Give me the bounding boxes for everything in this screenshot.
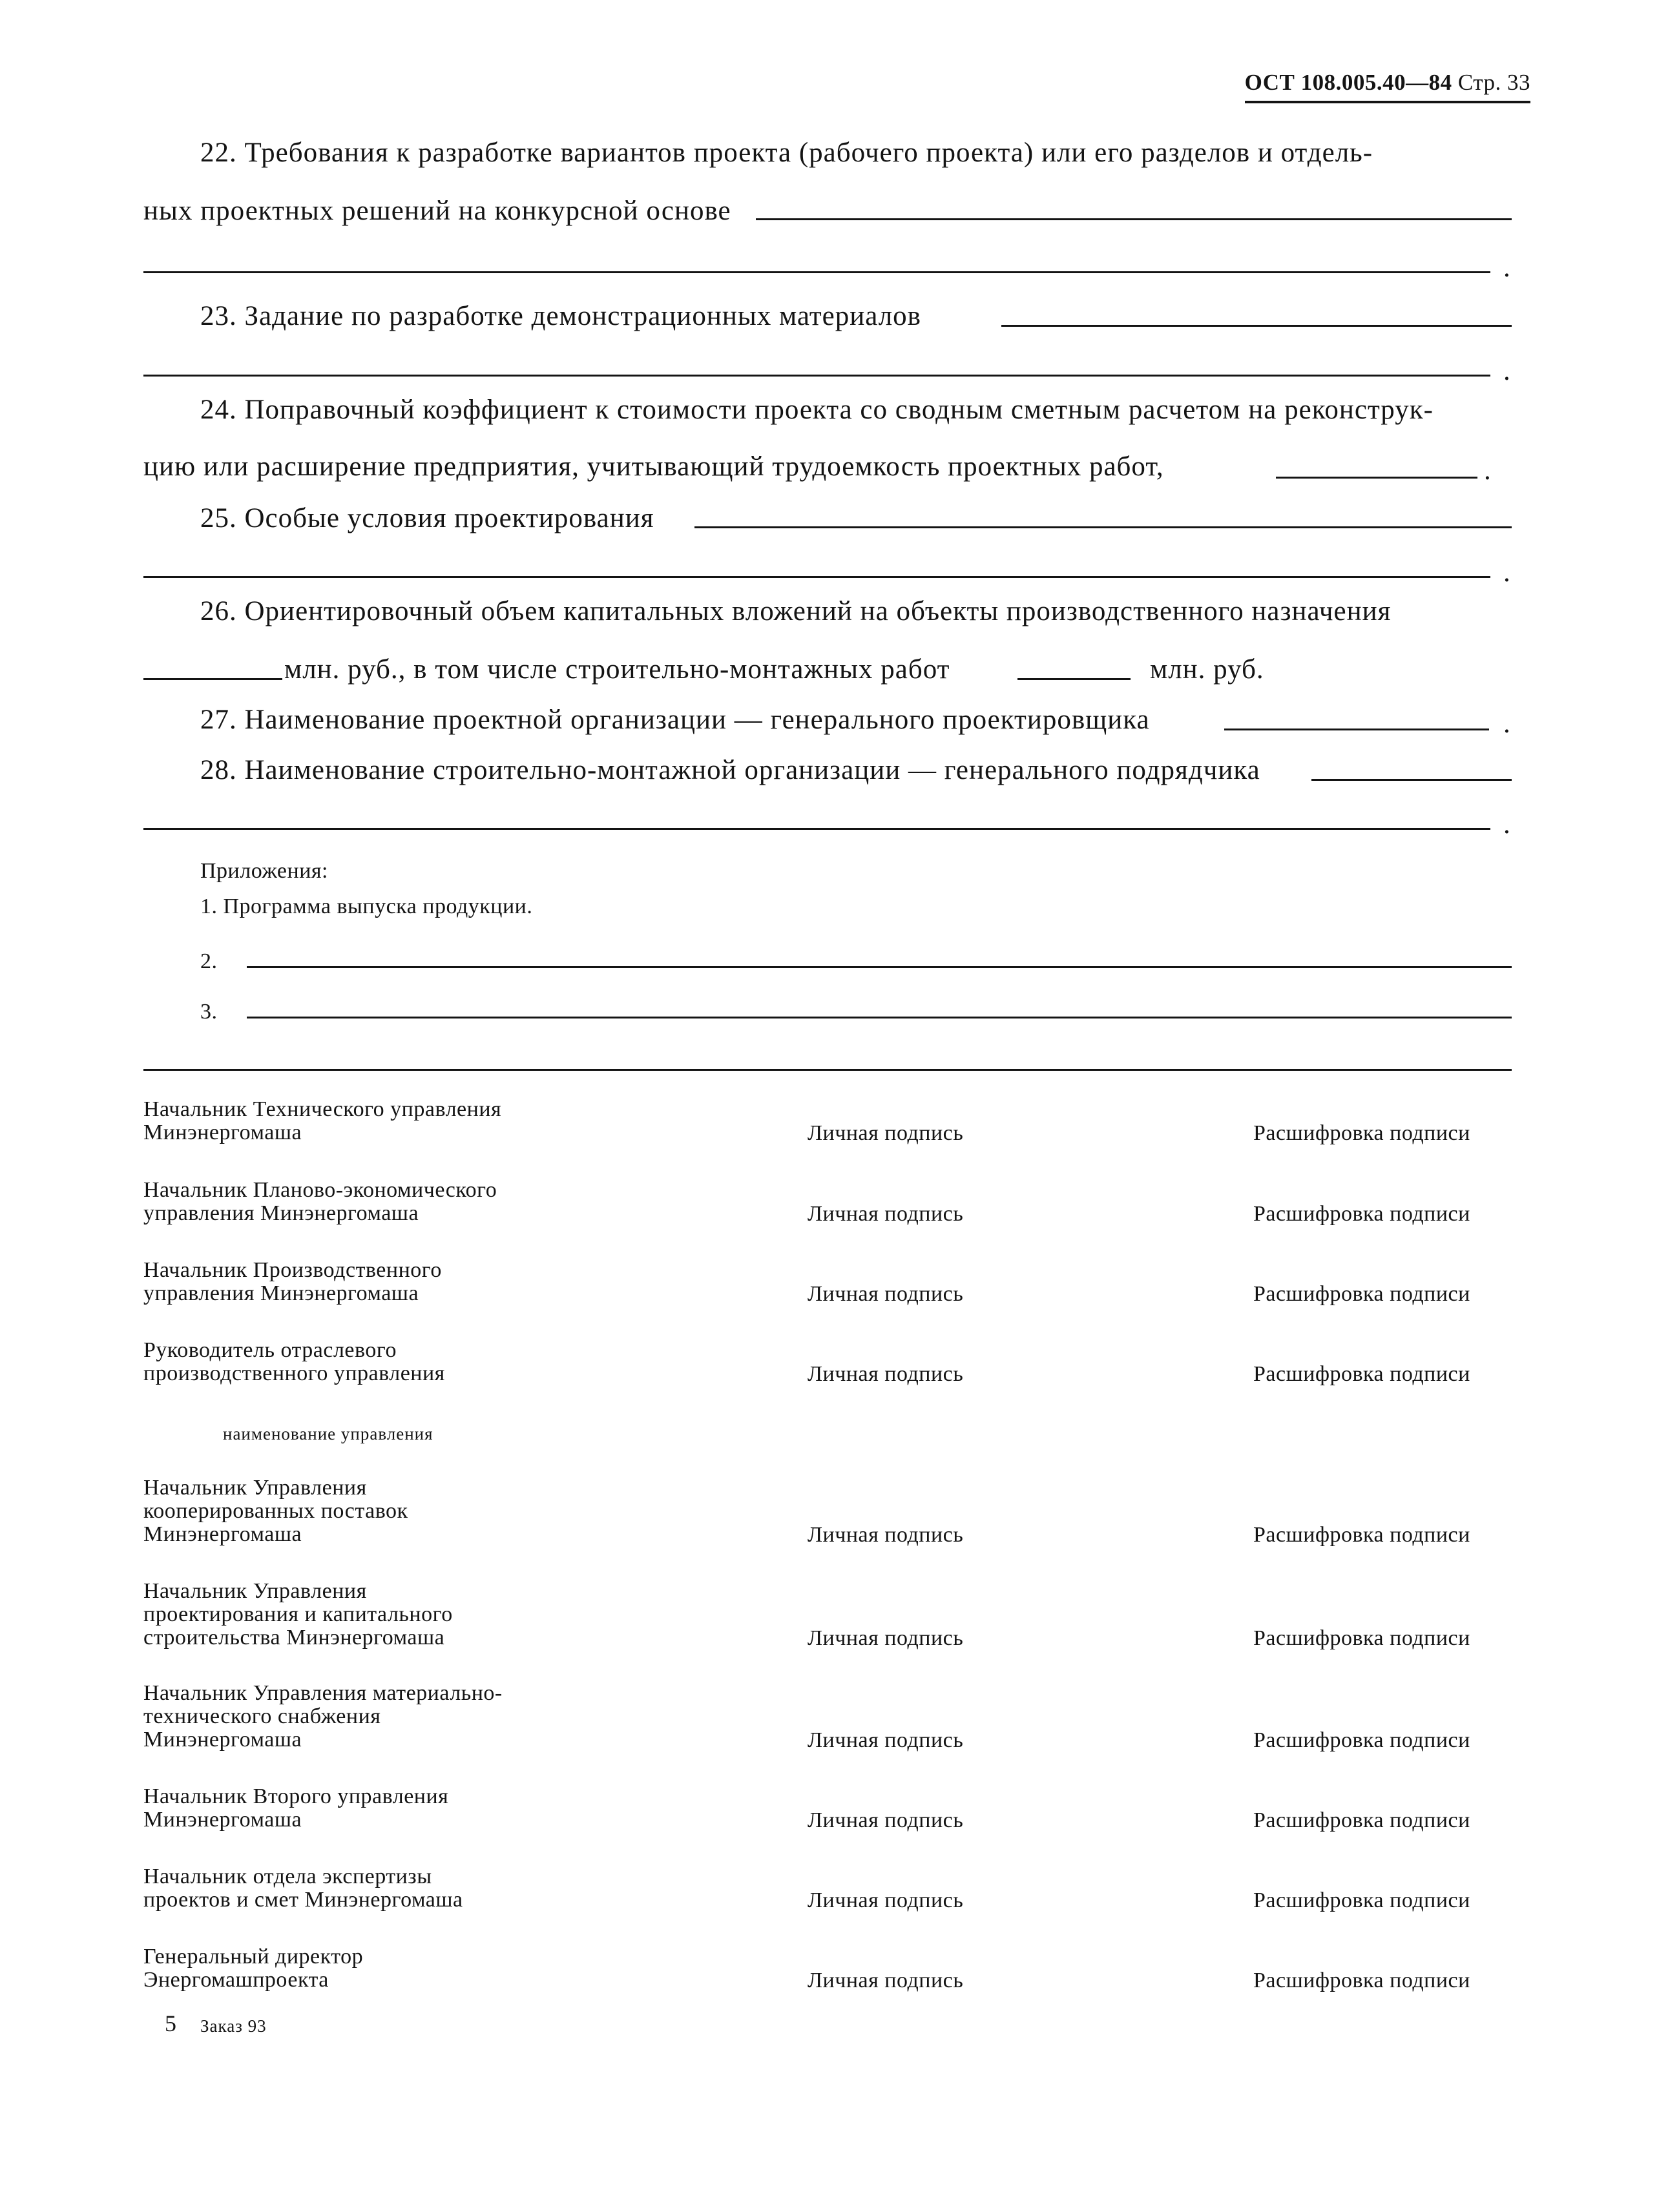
item-22-line1: 22. Требования к разработке вариантов проекта (рабочего проекта) или его разделов и отдель- — [200, 138, 1373, 168]
signature-placeholder: Личная подпись — [808, 1282, 964, 1306]
appendix-item-2-line — [247, 966, 1512, 968]
signatory-title: Начальник Управления проектирования и капитального строительства Минэнергомаша — [143, 1579, 453, 1649]
item-24-line2: цию или расширение предприятия, учитывающий трудоемкость проектных работ, — [143, 451, 1164, 482]
signature-decode-placeholder: Расшифровка подписи — [1253, 1626, 1470, 1650]
item-24-line1: 24. Поправочный коэффициент к стоимости проекта со сводным сметным расчетом на реконструк- — [200, 395, 1434, 425]
signatory-title: Начальник Управления кооперированных поставок Минэнергомаша — [143, 1476, 408, 1546]
footer-order: Заказ 93 — [200, 2016, 267, 2036]
signature-decode-placeholder: Расшифровка подписи — [1253, 1282, 1470, 1306]
item-22-period: . — [1503, 253, 1510, 283]
page-number: Стр. 33 — [1457, 70, 1530, 95]
signature-placeholder: Личная подпись — [808, 1121, 964, 1145]
appendix-item-3: 3. — [200, 1000, 218, 1024]
signature-decode-placeholder: Расшифровка подписи — [1253, 1969, 1470, 1992]
signatory-title: Начальник Планово-экономического управления Минэнергомаша — [143, 1178, 497, 1225]
item-28-fill-line — [1311, 779, 1512, 781]
appendix-item-2: 2. — [200, 949, 218, 973]
department-name-note: наименование управления — [223, 1424, 433, 1443]
item-23-fill-line — [1001, 325, 1512, 327]
signature-placeholder: Личная подпись — [808, 1888, 964, 1912]
item-28-text: 28. Наименование строительно-монтажной организации — генерального подрядчика — [200, 755, 1260, 785]
item-22-fill-line-2 — [143, 271, 1490, 273]
signature-placeholder: Личная подпись — [808, 1808, 964, 1832]
signatory-title: Начальник отдела экспертизы проектов и смет Минэнергомаша — [143, 1865, 463, 1912]
item-27-period: . — [1503, 708, 1510, 739]
signatory-title: Руководитель отраслевого производственного управления — [143, 1338, 445, 1385]
item-26-line1: 26. Ориентировочный объем капитальных вложений на объекты производственного назначения — [200, 596, 1392, 626]
signature-decode-placeholder: Расшифровка подписи — [1253, 1808, 1470, 1832]
signature-placeholder: Личная подпись — [808, 1523, 964, 1547]
item-26-unit-1: млн. руб., в том числе строительно-монтажных работ — [284, 654, 950, 685]
standard-designation: ОСТ 108.005.40—84 — [1244, 70, 1452, 95]
item-25-fill-line — [694, 526, 1512, 528]
item-24-fill-line — [1276, 477, 1477, 479]
signatory-title: Начальник Производственного управления Минэнергомаша — [143, 1258, 442, 1305]
item-22-line2: ных проектных решений на конкурсной основе — [143, 196, 731, 226]
item-28-fill-line-2 — [143, 828, 1490, 830]
item-23-text: 23. Задание по разработке демонстрационных материалов — [200, 301, 921, 331]
item-23-period: . — [1503, 356, 1510, 386]
signatory-title: Начальник Второго управления Минэнергомаша — [143, 1784, 449, 1832]
item-23-fill-line-2 — [143, 375, 1490, 377]
signature-placeholder: Личная подпись — [808, 1626, 964, 1650]
item-25-text: 25. Особые условия проектирования — [200, 503, 654, 533]
footer-page-number: 5 — [165, 2010, 176, 2036]
appendix-separator-line — [143, 1069, 1512, 1071]
document-header — [1245, 70, 1530, 103]
signature-placeholder: Личная подпись — [808, 1362, 964, 1386]
item-27-fill-line — [1224, 729, 1489, 730]
item-25-fill-line-2 — [143, 576, 1490, 578]
appendix-item-1: 1. Программа выпуска продукции. — [200, 894, 533, 918]
item-25-period: . — [1503, 557, 1510, 588]
appendix-title: Приложения: — [200, 859, 328, 883]
signature-decode-placeholder: Расшифровка подписи — [1253, 1362, 1470, 1386]
item-27-text: 27. Наименование проектной организации — генерального проектировщика — [200, 705, 1150, 735]
signature-decode-placeholder: Расшифровка подписи — [1253, 1523, 1470, 1547]
signature-decode-placeholder: Расшифровка подписи — [1253, 1888, 1470, 1912]
item-26-fill-line-2 — [1017, 678, 1131, 680]
signature-decode-placeholder: Расшифровка подписи — [1253, 1202, 1470, 1226]
signatory-title: Генеральный директор Энергомашпроекта — [143, 1945, 364, 1992]
signature-placeholder: Личная подпись — [808, 1202, 964, 1226]
signature-decode-placeholder: Расшифровка подписи — [1253, 1121, 1470, 1145]
appendix-item-3-line — [247, 1017, 1512, 1018]
signature-placeholder: Личная подпись — [808, 1728, 964, 1752]
item-22-fill-line — [756, 218, 1512, 220]
item-26-fill-line-1 — [143, 678, 282, 680]
item-24-period: . — [1484, 455, 1491, 486]
signatory-title: Начальник Управления материально- технического снабжения Минэнергомаша — [143, 1681, 503, 1752]
item-28-period: . — [1503, 809, 1510, 840]
signatory-title: Начальник Технического управления Минэнергомаша — [143, 1097, 502, 1144]
signature-decode-placeholder: Расшифровка подписи — [1253, 1728, 1470, 1752]
item-26-unit-2: млн. руб. — [1150, 654, 1264, 685]
signature-placeholder: Личная подпись — [808, 1969, 964, 1992]
